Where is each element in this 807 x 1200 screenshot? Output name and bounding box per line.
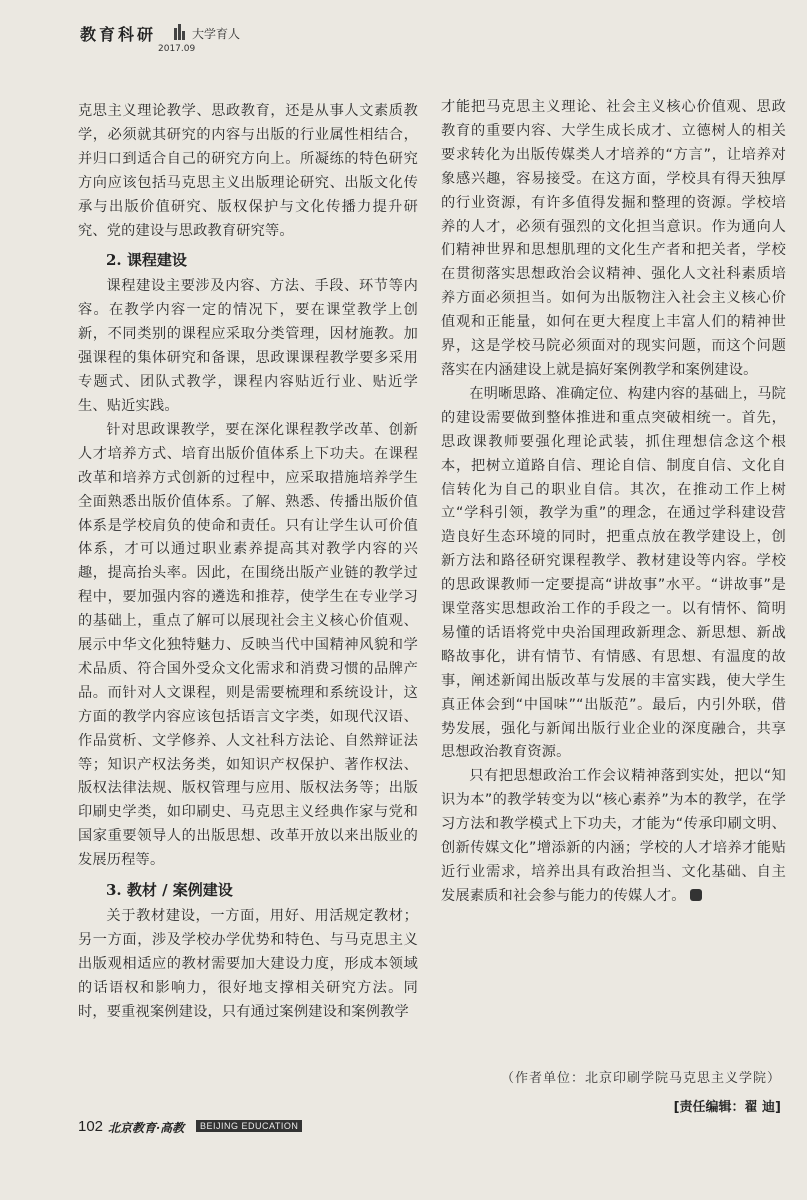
heading-course-building: 2. 课程建设 — [106, 251, 187, 270]
left-column — [78, 100, 418, 1025]
responsible-editor: [责任编辑：翟 迪] — [673, 1100, 781, 1115]
page-number: 102 — [78, 1118, 104, 1135]
paragraph-right-3-text: 只有把思想政治工作会议精神落到实处，把以“知识为本”的教学转变为以“核心素养”为本的教学，在学习方法和教学模式上下功夫，才能为“传承印刷文明、创新传媒文化”增添新的内涵；学校的人才培养才能贴近行业需求，培养出具有政治担当、文化基础、自主发展素质和社会参与能力的传媒人才。 — [441, 768, 786, 904]
section-title: 教育科研 — [80, 25, 157, 44]
paragraph-textbook: 关于教材建设，一方面，用好、用活规定教材；另一方面，涉及学校办学优势和特色、与马克思主义出版观相适应的教材需要加大建设力度，形成本领域的话语权和影响力，很好地支撑相关研究方法。同时，要重视案例建设，只有通过案例建设和案例教学 — [78, 908, 418, 1020]
paragraph-course-1: 课程建设主要涉及内容、方法、手段、环节等内容。在教学内容一定的情况下，要在课堂教学上创新，不同类别的课程应采取分类管理，因材施教。加强课程的集体研究和备课，思政课课程教学要多采用专题式、团队式教学，课程内容贴近行业、贴近学生、贴近实践。 — [78, 278, 418, 414]
right-column — [441, 96, 786, 909]
paragraph-intro: 克思主义理论教学、思政教育，还是从事人文素质教学，必须就其研究的内容与出版的行业属性相结合，并归口到适合自己的研究方向上。所凝练的特色研究方向应该包括马克思主义出版理论研究、出版文化传承与出版价值研究、版权保护与文化传播力提升研究、党的建设与思政教育研究等。 — [78, 103, 418, 239]
journal-brand-badge: BEIJING EDUCATION — [196, 1120, 302, 1132]
author-affiliation: （作者单位：北京印刷学院马克思主义学院） — [500, 1071, 781, 1086]
issue-date: 2017.09 — [158, 44, 196, 54]
paragraph-right-3 — [441, 765, 786, 908]
end-of-article-icon — [690, 889, 702, 901]
journal-name: 北京教育·高教 — [108, 1121, 185, 1135]
paragraph-right-2: 在明晰思路、准确定位、构建内容的基础上，马院的建设需要做到整体推进和重点突破相统一。首先，思政课教师要强化理论武装，抓住理想信念这个根本，把树立道路自信、理论自信、制度自信、文化自信转化为自己的职业自信。其次，在推动工作上树立“学科引领，教学为重”的理念，在通过学科建设营造良好生态环境的同时，把重点放在教学建设上，创新方法和路径研究课程教学、教材建设等内容。学校的思政课教师一定要提高“讲故事”水平。“讲故事”是课堂落实思想政治工作的手段之一。以有情怀、简明易懂的话语将党中央治国理政新理念、新思想、新战略故事化，讲有情节、有情感、有思想、有温度的故事，阐述新闻出版改革与发展的丰富实践，使大学生真正体会到“中国味”“出版范”。最后，内引外联，借势发展，强化与新闻出版行业企业的深度融合，共享思想政治教育资源。 — [441, 385, 786, 761]
building-emblem-icon — [172, 22, 186, 40]
heading-textbook-building: 3. 教材 / 案例建设 — [106, 881, 233, 900]
paragraph-course-2: 针对思政课教学，要在深化课程教学改革、创新人才培养方式、培育出版价值体系上下功夫。在课程改革和培养方式创新的过程中，应采取措施培养学生全面熟悉出版价值体系。了解、熟悉、传播出版价值体系是学校肩负的使命和责任。只有让学生认可价值体系，才可以通过职业素养提高其对教学内容的兴趣，提高抬头率。因此，在围绕出版产业链的教学过程中，要加强内容的遴选和推荐，使学生在专业学习的基础上，重点了解可以展现社会主义核心价值观、展示中华文化独特魅力、反映当代中国精神风貌和学术品质、符合国外受众文化需求和消费习惯的品牌产品。而针对人文课程，则是需要梳理和系统设计，这方面的教学内容应该包括语言文字类，如现代汉语、作品赏析、文学修养、人文社科方法论、自然辩证法等；知识产权法务类，如知识产权保护、著作权法、版权法律法规、版权管理与应用、版权法务等；出版印刷史学类，如印刷史、马克思主义经典作家与党和国家重要领导人的出版思想、改革开放以来出版业的发展历程等。 — [78, 421, 418, 869]
section-subtitle: 大学育人 — [192, 27, 241, 41]
paragraph-right-1: 才能把马克思主义理论、社会主义核心价值观、思政教育的重要内容、大学生成长成才、立德树人的相关要求转化为出版传媒类人才培养的“方言”，让培养对象感兴趣，容易接受。在这方面，学校具有得天独厚的行业资源，有许多值得发掘和整理的资源。学校培养的人才，必须有强烈的文化担当意识。作为通向人们精神世界和思想肌理的文化生产者和把关者，学校在贯彻落实思想政治会议精神、强化人文社科素质培养方面必须担当。如何为出版物注入社会主义核心价值观和正能量，如何在更大程度上丰富人们的精神世界，这是学校马院必须面对的现实问题，而这个问题落实在内涵建设上就是搞好案例教学和案例建设。 — [441, 99, 786, 378]
